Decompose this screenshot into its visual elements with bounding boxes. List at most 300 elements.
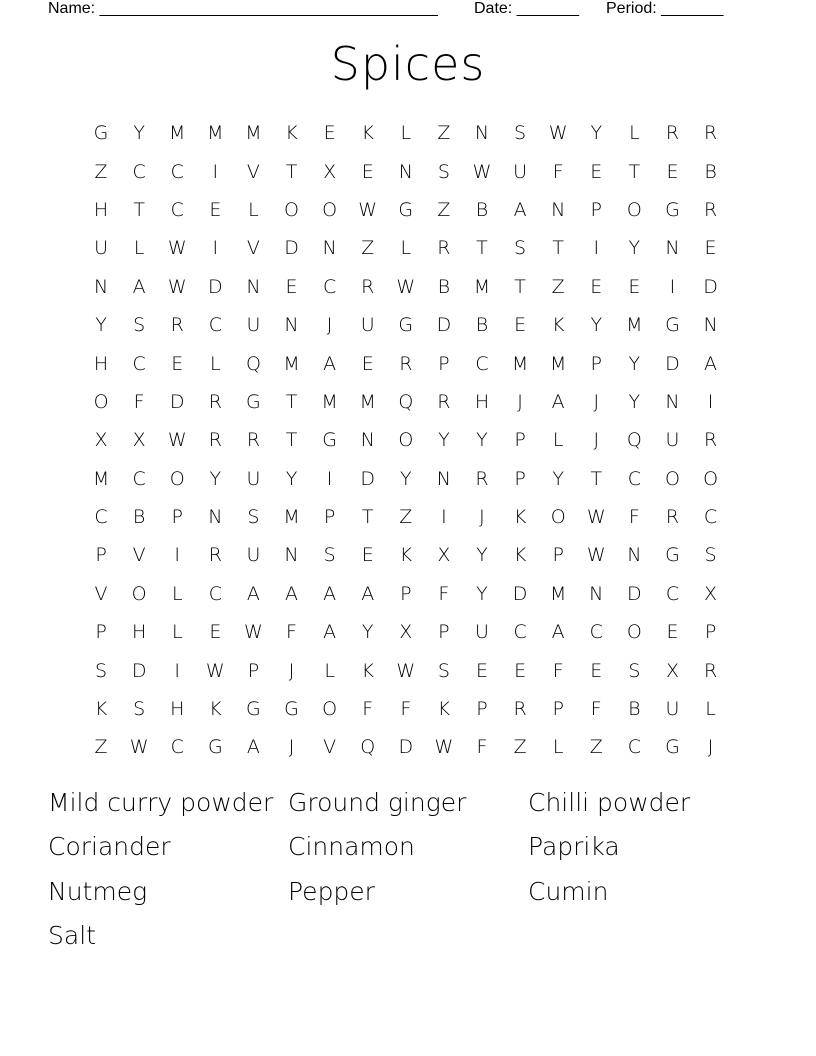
grid-letter[interactable]: T bbox=[285, 390, 298, 413]
grid-letter[interactable]: W bbox=[167, 237, 187, 260]
grid-letter[interactable]: W bbox=[129, 736, 149, 759]
grid-letter[interactable]: Y bbox=[628, 352, 641, 375]
grid-letter[interactable]: N bbox=[703, 314, 718, 337]
grid-letter[interactable]: C bbox=[627, 467, 641, 490]
grid-letter[interactable]: H bbox=[170, 698, 185, 721]
grid-letter[interactable]: E bbox=[514, 314, 527, 337]
grid-letter[interactable]: B bbox=[475, 198, 489, 221]
grid-letter[interactable]: N bbox=[284, 544, 299, 567]
grid-letter[interactable]: E bbox=[323, 122, 336, 145]
period-field[interactable]: Period: _______ bbox=[606, 0, 724, 17]
date-field[interactable]: Date: _______ bbox=[474, 0, 579, 17]
grid-letter[interactable]: E bbox=[209, 198, 222, 221]
grid-letter[interactable]: X bbox=[323, 160, 337, 183]
grid-letter[interactable]: C bbox=[94, 506, 108, 529]
grid-letter[interactable]: M bbox=[169, 122, 186, 145]
grid-letter[interactable]: C bbox=[208, 314, 222, 337]
grid-letter[interactable]: A bbox=[323, 352, 337, 375]
grid-letter[interactable]: T bbox=[476, 237, 488, 260]
grid-letter[interactable]: R bbox=[208, 390, 222, 413]
grid-letter[interactable]: N bbox=[208, 506, 223, 529]
grid-letter[interactable]: P bbox=[95, 621, 107, 644]
grid-letter[interactable]: A bbox=[323, 582, 337, 605]
grid-letter[interactable]: N bbox=[665, 237, 680, 260]
grid-letter[interactable]: N bbox=[436, 467, 451, 490]
grid-letter[interactable]: T bbox=[285, 429, 298, 452]
grid-letter[interactable]: S bbox=[628, 659, 641, 682]
grid-letter[interactable]: N bbox=[474, 122, 490, 145]
grid-letter[interactable]: F bbox=[628, 506, 640, 529]
grid-letter[interactable]: J bbox=[517, 390, 523, 413]
grid-letter[interactable]: Y bbox=[590, 122, 603, 145]
grid-letter[interactable]: N bbox=[93, 275, 109, 298]
grid-letter[interactable]: K bbox=[361, 659, 374, 682]
grid-letter[interactable]: O bbox=[93, 390, 109, 413]
grid-letter[interactable]: S bbox=[323, 544, 336, 567]
grid-letter[interactable]: R bbox=[703, 198, 718, 221]
grid-letter[interactable]: L bbox=[552, 429, 564, 452]
grid-letter[interactable]: X bbox=[665, 659, 679, 682]
grid-letter[interactable]: E bbox=[628, 275, 641, 298]
grid-letter[interactable]: C bbox=[513, 621, 527, 644]
grid-letter[interactable]: O bbox=[322, 198, 338, 221]
grid-letter[interactable]: X bbox=[437, 544, 451, 567]
grid-letter[interactable]: E bbox=[704, 237, 717, 260]
grid-letter[interactable]: Y bbox=[590, 314, 603, 337]
grid-letter[interactable]: O bbox=[550, 506, 566, 529]
grid-letter[interactable]: F bbox=[362, 698, 374, 721]
grid-letter[interactable]: Z bbox=[513, 736, 527, 759]
grid-row bbox=[82, 268, 730, 306]
grid-letter[interactable]: L bbox=[705, 698, 716, 721]
grid-letter[interactable]: P bbox=[247, 659, 260, 682]
grid-letter[interactable]: R bbox=[437, 390, 451, 413]
grid-letter[interactable]: Q bbox=[360, 736, 376, 759]
grid-letter[interactable]: J bbox=[593, 429, 600, 452]
grid-letter[interactable]: Y bbox=[285, 467, 298, 490]
grid-letter[interactable]: E bbox=[209, 621, 222, 644]
grid-letter[interactable]: K bbox=[285, 122, 298, 145]
grid-letter[interactable]: G bbox=[665, 198, 680, 221]
grid-letter[interactable]: D bbox=[703, 275, 718, 298]
grid-letter[interactable]: M bbox=[511, 352, 529, 375]
grid-letter[interactable]: G bbox=[284, 698, 299, 721]
grid-letter[interactable]: Y bbox=[95, 314, 107, 337]
grid-letter[interactable]: Z bbox=[437, 122, 451, 145]
grid-letter[interactable]: S bbox=[514, 237, 527, 260]
grid-letter[interactable]: W bbox=[205, 659, 225, 682]
grid-letter[interactable]: H bbox=[131, 621, 147, 644]
grid-letter[interactable]: K bbox=[209, 698, 222, 721]
grid-letter[interactable]: U bbox=[246, 314, 261, 337]
grid-letter[interactable]: W bbox=[167, 429, 187, 452]
grid-letter[interactable]: E bbox=[361, 544, 374, 567]
grid-letter[interactable]: R bbox=[703, 659, 718, 682]
grid-letter[interactable]: L bbox=[171, 582, 183, 605]
grid-letter[interactable]: T bbox=[285, 160, 298, 183]
grid-letter[interactable]: Z bbox=[551, 275, 565, 298]
grid-letter[interactable]: F bbox=[552, 659, 564, 682]
grid-letter[interactable]: Q bbox=[398, 390, 414, 413]
word-item: Salt bbox=[48, 921, 96, 951]
grid-letter[interactable]: I bbox=[212, 160, 219, 183]
grid-letter[interactable]: M bbox=[283, 506, 300, 529]
grid-letter[interactable]: A bbox=[361, 582, 375, 605]
grid-letter[interactable]: P bbox=[95, 544, 107, 567]
grid-letter[interactable]: N bbox=[246, 275, 261, 298]
grid-letter[interactable]: W bbox=[586, 544, 606, 567]
grid-letter[interactable]: T bbox=[590, 467, 603, 490]
grid-letter[interactable]: M bbox=[549, 582, 567, 605]
grid-letter[interactable]: T bbox=[133, 198, 145, 221]
grid-letter[interactable]: R bbox=[513, 698, 527, 721]
grid-letter[interactable]: X bbox=[132, 429, 146, 452]
grid-letter[interactable]: W bbox=[396, 275, 416, 298]
grid-letter[interactable]: R bbox=[665, 122, 680, 145]
grid-letter[interactable]: L bbox=[248, 198, 259, 221]
grid-letter[interactable]: V bbox=[323, 736, 337, 759]
grid-letter[interactable]: E bbox=[590, 659, 603, 682]
grid-letter[interactable]: G bbox=[246, 698, 261, 721]
grid-letter[interactable]: Y bbox=[552, 467, 564, 490]
grid-letter[interactable]: R bbox=[475, 467, 489, 490]
grid-letter[interactable]: M bbox=[549, 352, 567, 375]
grid-letter[interactable]: U bbox=[665, 698, 680, 721]
grid-letter[interactable]: W bbox=[548, 122, 568, 145]
grid-letter[interactable]: S bbox=[95, 659, 108, 682]
grid-letter[interactable]: W bbox=[167, 275, 187, 298]
grid-row bbox=[82, 728, 730, 766]
grid-letter[interactable]: U bbox=[665, 429, 680, 452]
grid-letter[interactable]: V bbox=[246, 237, 260, 260]
grid-letter[interactable]: C bbox=[475, 352, 489, 375]
grid-letter[interactable]: U bbox=[246, 467, 261, 490]
grid-letter[interactable]: C bbox=[627, 736, 641, 759]
grid-letter[interactable]: S bbox=[133, 314, 146, 337]
grid-letter[interactable]: H bbox=[474, 390, 490, 413]
grid-letter[interactable]: A bbox=[246, 582, 260, 605]
grid-letter[interactable]: Y bbox=[209, 467, 222, 490]
grid-letter[interactable]: I bbox=[212, 237, 219, 260]
grid-letter[interactable]: R bbox=[703, 122, 718, 145]
grid-letter[interactable]: R bbox=[246, 429, 261, 452]
grid-letter[interactable]: L bbox=[629, 122, 640, 145]
grid-letter[interactable]: W bbox=[358, 198, 378, 221]
grid-letter[interactable]: C bbox=[132, 467, 146, 490]
grid-letter[interactable]: O bbox=[664, 467, 680, 490]
grid-letter[interactable]: A bbox=[551, 390, 565, 413]
grid-letter[interactable]: U bbox=[513, 160, 528, 183]
grid-letter[interactable]: C bbox=[665, 582, 680, 605]
grid-letter[interactable]: E bbox=[666, 160, 679, 183]
grid-letter[interactable]: X bbox=[704, 582, 718, 605]
grid-letter[interactable]: B bbox=[704, 160, 717, 183]
grid-letter[interactable]: E bbox=[361, 160, 374, 183]
grid-letter[interactable]: E bbox=[361, 352, 374, 375]
grid-letter[interactable]: E bbox=[666, 621, 679, 644]
grid-letter[interactable]: K bbox=[94, 698, 108, 721]
grid-letter[interactable]: X bbox=[399, 621, 413, 644]
grid-letter[interactable]: D bbox=[284, 237, 299, 260]
grid-letter[interactable]: A bbox=[132, 275, 146, 298]
grid-letter[interactable]: U bbox=[360, 314, 375, 337]
grid-letter[interactable]: J bbox=[707, 736, 714, 759]
word-list bbox=[48, 780, 768, 958]
grid-letter[interactable]: E bbox=[590, 275, 603, 298]
grid-letter[interactable]: F bbox=[133, 390, 145, 413]
grid-letter[interactable]: M bbox=[207, 122, 224, 145]
grid-letter[interactable]: K bbox=[551, 314, 565, 337]
grid-letter[interactable]: I bbox=[593, 237, 600, 260]
grid-letter[interactable]: Z bbox=[94, 160, 108, 183]
grid-letter[interactable]: Y bbox=[476, 429, 488, 452]
grid-letter[interactable]: J bbox=[593, 390, 600, 413]
grid-letter[interactable]: O bbox=[398, 429, 414, 452]
grid-letter[interactable]: L bbox=[400, 237, 412, 260]
grid-letter[interactable]: N bbox=[589, 582, 604, 605]
grid-letter[interactable]: W bbox=[244, 621, 263, 644]
grid-letter[interactable]: A bbox=[704, 352, 718, 375]
grid-letter[interactable]: C bbox=[589, 621, 603, 644]
grid-letter[interactable]: M bbox=[92, 467, 110, 490]
grid-letter[interactable]: U bbox=[94, 237, 108, 260]
grid-letter[interactable]: F bbox=[590, 698, 602, 721]
grid-letter[interactable]: V bbox=[132, 544, 146, 567]
grid-letter[interactable]: X bbox=[94, 429, 108, 452]
grid-letter[interactable]: P bbox=[552, 698, 564, 721]
grid-letter[interactable]: D bbox=[436, 314, 452, 337]
grid-letter[interactable]: P bbox=[438, 621, 450, 644]
grid-letter[interactable]: N bbox=[360, 429, 375, 452]
grid-letter[interactable]: G bbox=[322, 429, 337, 452]
grid-letter[interactable]: Y bbox=[438, 429, 450, 452]
grid-letter[interactable]: N bbox=[398, 160, 413, 183]
grid-letter[interactable]: O bbox=[131, 582, 147, 605]
grid-letter[interactable]: H bbox=[93, 198, 109, 221]
grid-letter[interactable]: S bbox=[514, 122, 527, 145]
grid-letter[interactable]: G bbox=[246, 390, 261, 413]
grid-letter[interactable]: L bbox=[133, 237, 145, 260]
grid-letter[interactable]: T bbox=[514, 275, 526, 298]
grid-letter[interactable]: A bbox=[285, 582, 299, 605]
grid-letter[interactable]: D bbox=[512, 582, 528, 605]
grid-letter[interactable]: I bbox=[326, 467, 333, 490]
grid-letter[interactable]: E bbox=[475, 659, 488, 682]
grid-letter[interactable]: I bbox=[669, 275, 676, 298]
grid-letter[interactable]: L bbox=[400, 122, 412, 145]
grid-letter[interactable]: R bbox=[361, 275, 375, 298]
grid-letter[interactable]: B bbox=[437, 275, 451, 298]
grid-letter[interactable]: V bbox=[94, 582, 108, 605]
grid-letter[interactable]: Y bbox=[628, 390, 641, 413]
grid-letter[interactable]: C bbox=[132, 160, 146, 183]
grid-letter[interactable]: K bbox=[437, 698, 451, 721]
grid-letter[interactable]: L bbox=[171, 621, 183, 644]
grid-letter[interactable]: J bbox=[288, 659, 295, 682]
grid-letter[interactable]: F bbox=[438, 582, 450, 605]
grid-letter[interactable]: Y bbox=[628, 237, 641, 260]
grid-letter[interactable]: Z bbox=[361, 237, 375, 260]
grid-letter[interactable]: P bbox=[552, 544, 564, 567]
grid-letter[interactable]: E bbox=[590, 160, 603, 183]
grid-letter[interactable]: F bbox=[552, 160, 564, 183]
grid-letter[interactable]: C bbox=[322, 275, 337, 298]
grid-letter[interactable]: P bbox=[704, 621, 717, 644]
grid-letter[interactable]: D bbox=[169, 390, 185, 413]
grid-letter[interactable]: N bbox=[551, 198, 566, 221]
grid-letter[interactable]: R bbox=[208, 544, 222, 567]
grid-letter[interactable]: I bbox=[441, 506, 447, 529]
grid-letter[interactable]: P bbox=[171, 506, 183, 529]
grid-letter[interactable]: R bbox=[665, 506, 680, 529]
grid-row bbox=[82, 460, 730, 498]
grid-letter[interactable]: Z bbox=[589, 736, 603, 759]
grid-letter[interactable]: W bbox=[472, 160, 492, 183]
grid-letter[interactable]: G bbox=[665, 736, 680, 759]
grid-letter[interactable]: C bbox=[170, 160, 184, 183]
grid-letter[interactable]: N bbox=[322, 237, 337, 260]
grid-letter[interactable]: Y bbox=[361, 621, 374, 644]
grid-row bbox=[82, 421, 730, 459]
grid-letter[interactable]: Y bbox=[476, 582, 488, 605]
grid-letter[interactable]: Z bbox=[437, 198, 451, 221]
grid-letter[interactable]: M bbox=[283, 352, 300, 375]
grid-letter[interactable]: B bbox=[475, 314, 489, 337]
grid-letter[interactable]: Q bbox=[245, 352, 261, 375]
grid-letter[interactable]: C bbox=[208, 582, 222, 605]
grid-letter[interactable]: P bbox=[590, 198, 602, 221]
grid-letter[interactable]: F bbox=[400, 698, 412, 721]
grid-letter[interactable]: Z bbox=[399, 506, 413, 529]
grid-letter[interactable]: C bbox=[170, 198, 184, 221]
grid-letter[interactable]: C bbox=[132, 352, 146, 375]
grid-letter[interactable]: E bbox=[171, 352, 184, 375]
grid-letter[interactable]: M bbox=[626, 314, 643, 337]
grid-letter[interactable]: B bbox=[628, 698, 641, 721]
grid-letter[interactable]: D bbox=[131, 659, 147, 682]
grid-letter[interactable]: J bbox=[479, 506, 485, 529]
grid-letter[interactable]: E bbox=[514, 659, 527, 682]
grid-letter[interactable]: P bbox=[514, 467, 526, 490]
grid-letter[interactable]: R bbox=[208, 429, 222, 452]
grid-letter[interactable]: O bbox=[703, 467, 719, 490]
grid-letter[interactable]: G bbox=[398, 198, 414, 221]
grid-letter[interactable]: S bbox=[704, 544, 717, 567]
grid-letter[interactable]: G bbox=[93, 122, 109, 145]
grid-letter[interactable]: G bbox=[665, 544, 680, 567]
grid-letter[interactable]: O bbox=[169, 467, 185, 490]
grid-letter[interactable]: D bbox=[627, 582, 642, 605]
grid-letter[interactable]: O bbox=[322, 698, 338, 721]
grid-letter[interactable]: P bbox=[400, 582, 412, 605]
grid-letter[interactable]: G bbox=[207, 736, 223, 759]
grid-letter[interactable]: K bbox=[513, 506, 527, 529]
grid-letter[interactable]: A bbox=[246, 736, 260, 759]
letter-grid bbox=[82, 114, 730, 767]
grid-letter[interactable]: B bbox=[132, 506, 146, 529]
grid-letter[interactable]: G bbox=[398, 314, 414, 337]
grid-letter[interactable]: Z bbox=[94, 736, 108, 759]
grid-letter[interactable]: W bbox=[434, 736, 454, 759]
grid-letter[interactable]: I bbox=[174, 659, 181, 682]
grid-letter[interactable]: Q bbox=[626, 429, 642, 452]
grid-letter[interactable]: O bbox=[284, 198, 299, 221]
grid-letter[interactable]: M bbox=[321, 390, 338, 413]
grid-letter[interactable]: C bbox=[170, 736, 184, 759]
grid-letter[interactable]: U bbox=[246, 544, 261, 567]
grid-letter[interactable]: A bbox=[323, 621, 337, 644]
grid-letter[interactable]: K bbox=[399, 544, 413, 567]
grid-letter[interactable]: M bbox=[359, 390, 376, 413]
grid-letter[interactable]: J bbox=[288, 736, 295, 759]
grid-letter[interactable]: K bbox=[361, 122, 374, 145]
grid-letter[interactable]: S bbox=[247, 506, 260, 529]
grid-letter[interactable]: D bbox=[208, 275, 223, 298]
grid-letter[interactable]: M bbox=[473, 275, 491, 298]
grid-row bbox=[82, 613, 730, 651]
grid-letter[interactable]: T bbox=[552, 237, 564, 260]
grid-letter[interactable]: O bbox=[626, 621, 642, 644]
grid-letter[interactable]: R bbox=[170, 314, 184, 337]
grid-letter[interactable]: D bbox=[360, 467, 376, 490]
grid-letter[interactable]: I bbox=[707, 390, 714, 413]
grid-letter[interactable]: F bbox=[286, 621, 297, 644]
grid-letter[interactable]: N bbox=[284, 314, 299, 337]
grid-letter[interactable]: N bbox=[665, 390, 680, 413]
grid-letter[interactable]: T bbox=[361, 506, 374, 529]
grid-letter[interactable]: Y bbox=[476, 544, 488, 567]
grid-letter[interactable]: P bbox=[438, 352, 450, 375]
grid-letter[interactable]: A bbox=[513, 198, 527, 221]
grid-letter[interactable]: L bbox=[324, 659, 335, 682]
grid-letter[interactable]: Y bbox=[399, 467, 412, 490]
grid-letter[interactable]: P bbox=[590, 352, 602, 375]
grid-letter[interactable]: P bbox=[476, 698, 488, 721]
grid-letter[interactable]: T bbox=[628, 160, 641, 183]
grid-letter[interactable]: V bbox=[246, 160, 260, 183]
grid-letter[interactable]: D bbox=[665, 352, 680, 375]
grid-letter[interactable]: R bbox=[399, 352, 413, 375]
grid-letter[interactable]: L bbox=[552, 736, 564, 759]
grid-letter[interactable]: D bbox=[398, 736, 414, 759]
grid-letter[interactable]: H bbox=[93, 352, 109, 375]
grid-letter[interactable]: S bbox=[133, 698, 146, 721]
grid-letter[interactable]: S bbox=[437, 160, 450, 183]
grid-letter[interactable]: K bbox=[513, 544, 527, 567]
grid-letter[interactable]: W bbox=[396, 659, 416, 682]
grid-letter[interactable]: R bbox=[703, 429, 718, 452]
grid-letter[interactable]: O bbox=[626, 198, 642, 221]
grid-letter[interactable]: U bbox=[475, 621, 489, 644]
grid-letter[interactable]: Y bbox=[133, 122, 145, 145]
grid-letter[interactable]: P bbox=[514, 429, 526, 452]
grid-letter[interactable]: A bbox=[551, 621, 565, 644]
grid-letter[interactable]: R bbox=[437, 237, 451, 260]
grid-letter[interactable]: M bbox=[245, 122, 262, 145]
grid-letter[interactable]: E bbox=[285, 275, 298, 298]
grid-letter[interactable]: W bbox=[586, 506, 606, 529]
grid-letter[interactable]: S bbox=[437, 659, 450, 682]
grid-letter[interactable]: F bbox=[476, 736, 488, 759]
name-field[interactable]: Name: ______________________________________ bbox=[48, 0, 438, 17]
grid-letter[interactable]: C bbox=[703, 506, 718, 529]
grid-letter[interactable]: P bbox=[323, 506, 336, 529]
grid-letter[interactable]: N bbox=[627, 544, 642, 567]
grid-letter[interactable]: L bbox=[210, 352, 221, 375]
grid-letter[interactable]: I bbox=[174, 544, 181, 567]
grid-letter[interactable]: J bbox=[326, 314, 333, 337]
grid-letter[interactable]: G bbox=[665, 314, 680, 337]
